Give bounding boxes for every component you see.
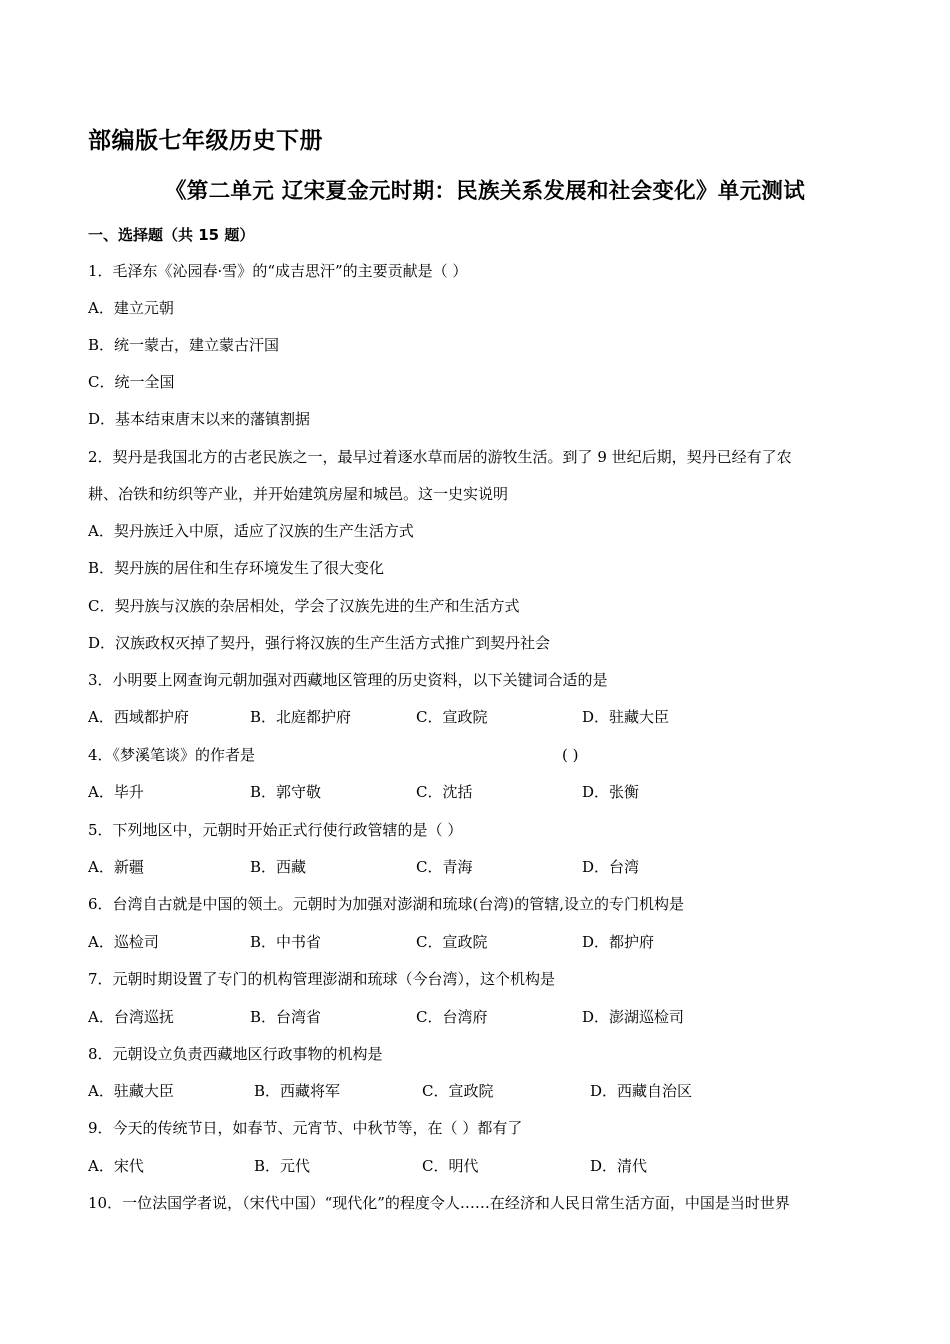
question-9-option-a: A．宋代 [88, 1157, 144, 1175]
question-6-option-d: D．都护府 [582, 933, 655, 951]
question-3-option-b: B．北庭都护府 [250, 708, 352, 726]
question-2-option-b: B．契丹族的居住和生存环境发生了很大变化 [88, 559, 385, 577]
question-6-option-b: B．中书省 [250, 933, 322, 951]
question-3-option-d: D．驻藏大臣 [582, 708, 670, 726]
question-4-option-a: A．毕升 [88, 783, 144, 801]
question-5-option-b: B．西藏 [250, 858, 307, 876]
question-1-option-a: A．建立元朝 [88, 299, 174, 317]
question-8-option-d: D．西藏自治区 [590, 1082, 693, 1100]
question-10-stem: 10．一位法国学者说，（宋代中国）“现代化”的程度令人……在经济和人民日常生活方面，中国是当时世界 [88, 1194, 790, 1212]
question-6-option-a: A．巡检司 [88, 933, 159, 951]
question-7-option-a: A．台湾巡抚 [88, 1008, 174, 1026]
question-2-option-a: A．契丹族迁入中原，适应了汉族的生产生活方式 [88, 522, 414, 540]
question-7-options [88, 1007, 868, 1027]
question-3-options [88, 707, 868, 727]
question-7-option-b: B．台湾省 [250, 1008, 322, 1026]
question-7-option-c: C．台湾府 [416, 1008, 488, 1026]
section-heading: 一、选择题（共 15 题） [88, 226, 255, 244]
question-8-option-c: C．宣政院 [422, 1082, 494, 1100]
question-9-options [88, 1156, 868, 1176]
question-6-options [88, 932, 868, 952]
question-2-option-c: C．契丹族与汉族的杂居相处，学会了汉族先进的生产和生活方式 [88, 597, 520, 615]
question-7-stem: 7．元朝时期设置了专门的机构管理澎湖和琉球（今台湾），这个机构是 [88, 970, 556, 988]
question-6-option-c: C．宣政院 [416, 933, 488, 951]
book-title: 部编版七年级历史下册 [88, 128, 323, 154]
question-5-stem: 5．下列地区中，元朝时开始正式行使行政管辖的是（ ） [88, 821, 463, 839]
question-4-stem: 4．《梦溪笔谈》的作者是 [88, 746, 256, 764]
question-4-options [88, 782, 868, 802]
question-8-option-a: A．驻藏大臣 [88, 1082, 174, 1100]
question-8-option-b: B．西藏将军 [254, 1082, 341, 1100]
question-4-option-b: B．郭守敬 [250, 783, 322, 801]
question-2-option-d: D．汉族政权灭掉了契丹，强行将汉族的生产生活方式推广到契丹社会 [88, 634, 551, 652]
question-1-stem: 1．毛泽东《沁园春·雪》的“成吉思汗”的主要贡献是（ ） [88, 262, 468, 280]
question-9-option-d: D．清代 [590, 1157, 648, 1175]
question-2-stem-line-1: 2．契丹是我国北方的古老民族之一，最早过着逐水草而居的游牧生活。到了 9 世纪后期，契丹已经有了农 [88, 448, 792, 466]
question-1-option-c: C．统一全国 [88, 373, 175, 391]
question-5-option-a: A．新疆 [88, 858, 144, 876]
question-5-option-d: D．台湾 [582, 858, 640, 876]
question-8-stem: 8．元朝设立负责西藏地区行政事物的机构是 [88, 1045, 383, 1063]
question-9-option-c: C．明代 [422, 1157, 479, 1175]
question-4-option-d: D．张衡 [582, 783, 640, 801]
unit-title: 《第二单元 辽宋夏金元时期：民族关系发展和社会变化》单元测试 [165, 179, 805, 204]
question-3-option-c: C．宣政院 [416, 708, 488, 726]
question-7-option-d: D．澎湖巡检司 [582, 1008, 685, 1026]
question-3-stem: 3．小明要上网查询元朝加强对西藏地区管理的历史资料，以下关键词合适的是 [88, 671, 608, 689]
question-9-stem: 9．今天的传统节日，如春节、元宵节、中秋节等，在（ ）都有了 [88, 1119, 523, 1137]
question-1-option-d: D．基本结束唐末以来的藩镇割据 [88, 410, 311, 428]
question-4-option-c: C．沈括 [416, 783, 473, 801]
question-8-options [88, 1081, 868, 1101]
question-5-option-c: C．青海 [416, 858, 473, 876]
question-6-stem: 6．台湾自古就是中国的领土。元朝时为加强对澎湖和琉球(台湾)的管辖,设立的专门机构是 [88, 895, 685, 913]
question-2-stem-line-2: 耕、冶铁和纺织等产业，并开始建筑房屋和城邑。这一史实说明 [88, 485, 509, 503]
question-4-answer-paren: ( ) [562, 746, 579, 764]
question-1-option-b: B．统一蒙古，建立蒙古汗国 [88, 336, 280, 354]
question-3-option-a: A．西域都护府 [88, 708, 189, 726]
question-5-options [88, 857, 868, 877]
question-9-option-b: B．元代 [254, 1157, 311, 1175]
